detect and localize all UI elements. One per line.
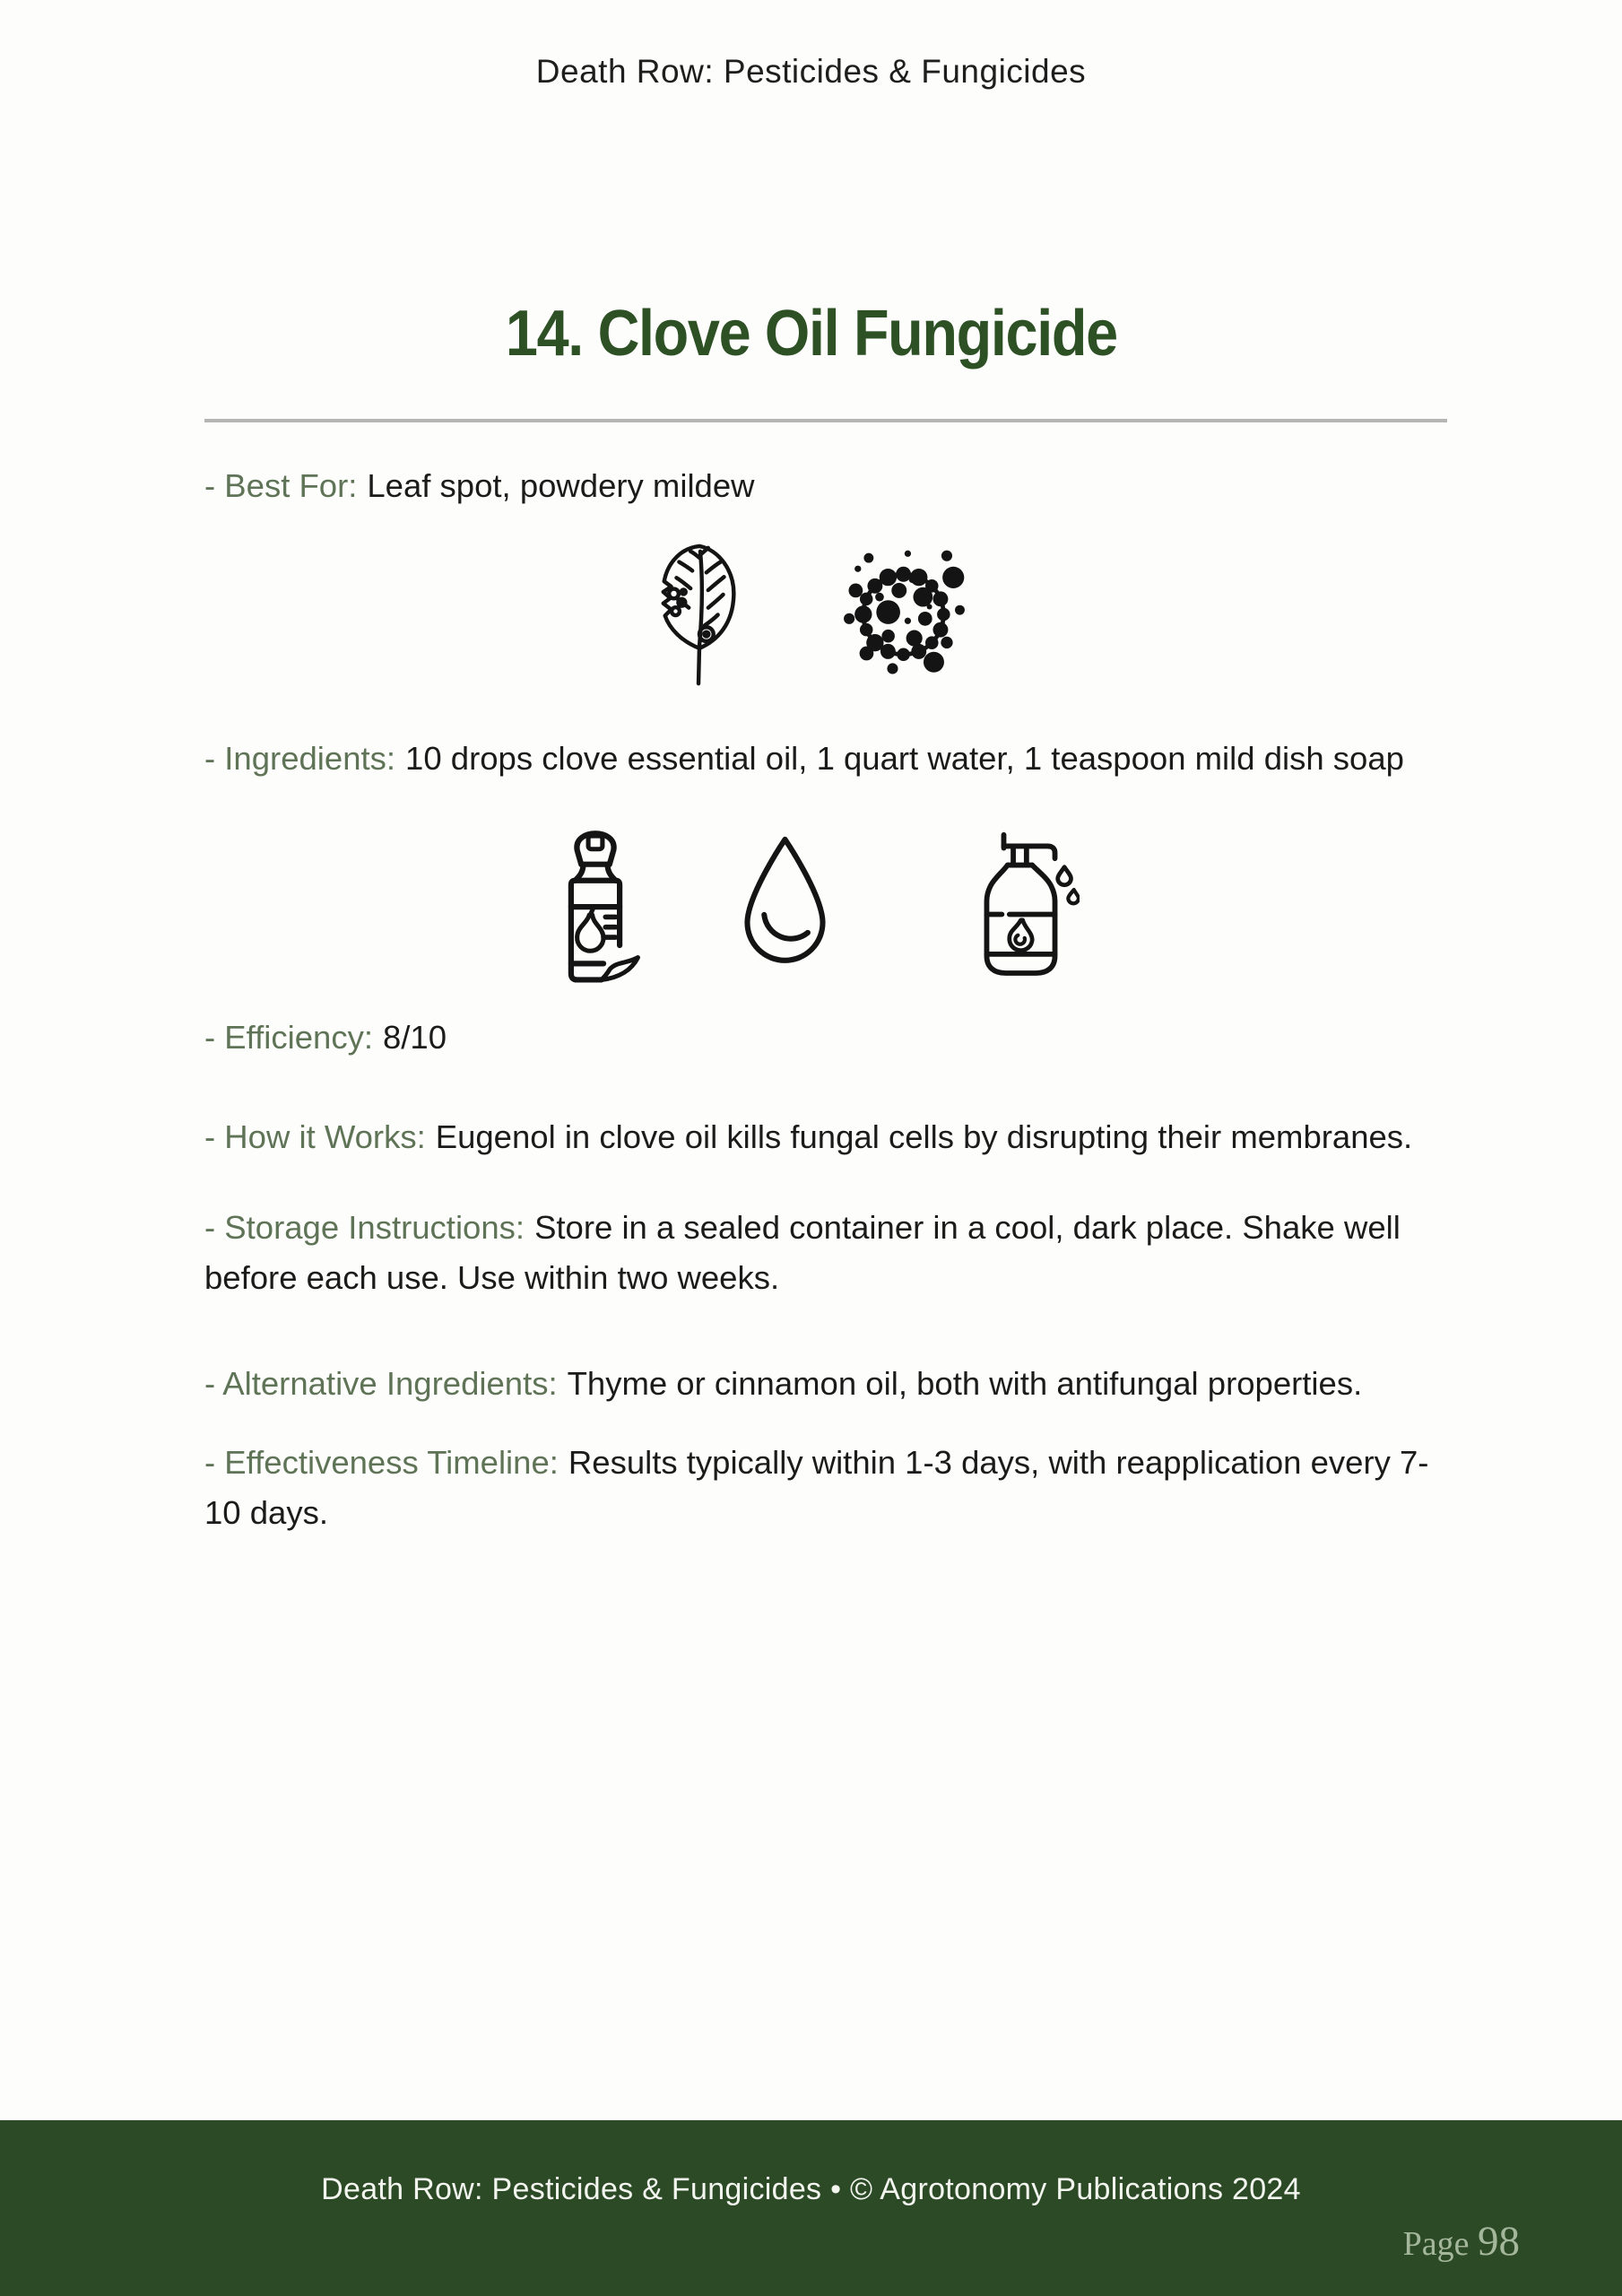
book-title: Death Row: Pesticides & Fungicides <box>535 53 1087 90</box>
page-number-label: Page <box>1402 2225 1470 2263</box>
ingredients-icon-row <box>0 818 1622 994</box>
entry-efficiency <box>204 1013 1447 1063</box>
fungus-spores-icon <box>838 547 973 682</box>
entry-storage-instructions <box>204 1203 1447 1303</box>
storage-instructions-text: Store in a sealed container in a cool, dark place. Shake well before each use. Use within two weeks. <box>204 1209 1401 1296</box>
page-footer <box>0 2120 1622 2296</box>
entry-effectiveness-timeline <box>204 1438 1447 1538</box>
efficiency-label: - Efficiency: <box>204 1019 373 1056</box>
essential-oil-bottle-icon <box>542 820 648 992</box>
section-title <box>0 296 1622 372</box>
entry-ingredients <box>204 734 1447 784</box>
page-number <box>1403 2217 1520 2266</box>
ingredients-label: - Ingredients: <box>204 740 396 777</box>
effectiveness-timeline-label: - Effectiveness Timeline: <box>204 1444 559 1481</box>
best-for-label: - Best For: <box>204 467 358 504</box>
storage-instructions-label: - Storage Instructions: <box>204 1209 525 1246</box>
alternative-ingredients-text: Thyme or cinnamon oil, both with antifungal properties. <box>567 1365 1363 1402</box>
page-number-value: 98 <box>1478 2218 1520 2265</box>
water-drop-icon <box>733 831 837 980</box>
entry-alternative-ingredients <box>204 1359 1447 1409</box>
section-title-text: 14. Clove Oil Fungicide <box>505 298 1117 370</box>
footer-citation: Death Row: Pesticides & Fungicides • © Agrotonomy Publications 2024 <box>321 2172 1301 2206</box>
best-for-icon-row <box>0 538 1622 691</box>
leaf-spot-icon <box>650 541 749 689</box>
page-header <box>0 0 1622 91</box>
best-for-text: Leaf spot, powdery mildew <box>367 467 755 504</box>
efficiency-text: 8/10 <box>382 1019 447 1056</box>
entry-best-for <box>204 461 1447 511</box>
entry-how-it-works <box>204 1112 1447 1162</box>
divider-rule <box>204 419 1447 422</box>
how-it-works-label: - How it Works: <box>204 1118 426 1155</box>
effectiveness-timeline-text: Results typically within 1-3 days, with reapplication every 7-10 days. <box>204 1444 1429 1531</box>
how-it-works-text: Eugenol in clove oil kills fungal cells by disrupting their membranes. <box>435 1118 1413 1155</box>
ingredients-text: 10 drops clove essential oil, 1 quart water, 1 teaspoon mild dish soap <box>405 740 1404 777</box>
soap-dispenser-icon <box>962 825 1080 987</box>
alternative-ingredients-label: - Alternative Ingredients: <box>204 1365 558 1402</box>
